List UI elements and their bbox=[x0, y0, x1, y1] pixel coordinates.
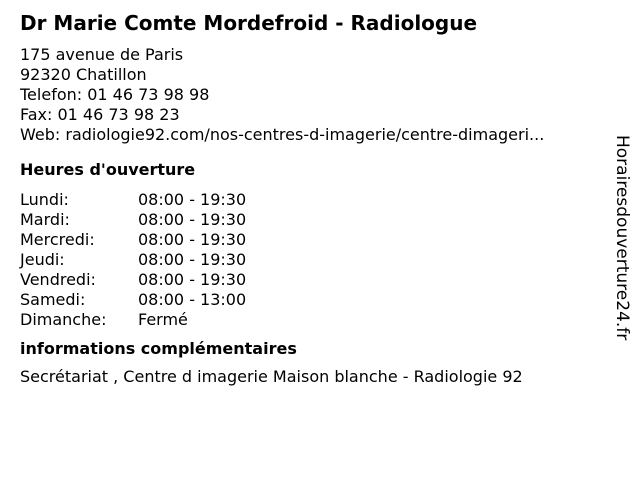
website-link[interactable]: Web: radiologie92.com/nos-centres-d-imagerie/centre-dimageri... bbox=[20, 125, 545, 144]
hours-row-vendredi bbox=[20, 270, 246, 290]
hours-row-mercredi bbox=[20, 230, 246, 250]
hours-row-mardi bbox=[20, 210, 246, 230]
fax-number: Fax: 01 46 73 98 23 bbox=[20, 105, 180, 124]
hours-day: Vendredi: bbox=[20, 270, 96, 289]
hours-row-jeudi bbox=[20, 250, 246, 270]
contact-block bbox=[20, 45, 610, 145]
hours-day: Dimanche: bbox=[20, 310, 107, 329]
opening-hours-table bbox=[20, 190, 246, 330]
additional-info-heading: informations complémentaires bbox=[20, 339, 297, 358]
opening-hours-heading: Heures d'ouverture bbox=[20, 160, 196, 179]
hours-day: Samedi: bbox=[20, 290, 86, 309]
hours-time: 08:00 - 19:30 bbox=[138, 190, 247, 209]
site-watermark: Horairesdouverture24.fr bbox=[612, 135, 632, 341]
address-street: 175 avenue de Paris bbox=[20, 45, 184, 64]
address-city: 92320 Chatillon bbox=[20, 65, 147, 84]
hours-day: Jeudi: bbox=[20, 250, 65, 269]
business-name: Dr Marie Comte Mordefroid - Radiologue bbox=[20, 11, 478, 35]
hours-row-samedi bbox=[20, 290, 246, 310]
hours-time: 08:00 - 19:30 bbox=[138, 250, 247, 269]
hours-row-lundi bbox=[20, 190, 246, 210]
hours-time: Fermé bbox=[138, 310, 188, 329]
business-card bbox=[20, 10, 610, 387]
hours-time: 08:00 - 19:30 bbox=[138, 210, 247, 229]
phone-number[interactable]: Telefon: 01 46 73 98 98 bbox=[20, 85, 210, 104]
hours-day: Mardi: bbox=[20, 210, 70, 229]
additional-info-text: Secrétariat , Centre d imagerie Maison blanche - Radiologie 92 bbox=[20, 367, 523, 386]
hours-day: Lundi: bbox=[20, 190, 69, 209]
hours-time: 08:00 - 19:30 bbox=[138, 230, 247, 249]
hours-row-dimanche bbox=[20, 310, 246, 330]
hours-time: 08:00 - 13:00 bbox=[138, 290, 247, 309]
hours-time: 08:00 - 19:30 bbox=[138, 270, 247, 289]
hours-day: Mercredi: bbox=[20, 230, 95, 249]
